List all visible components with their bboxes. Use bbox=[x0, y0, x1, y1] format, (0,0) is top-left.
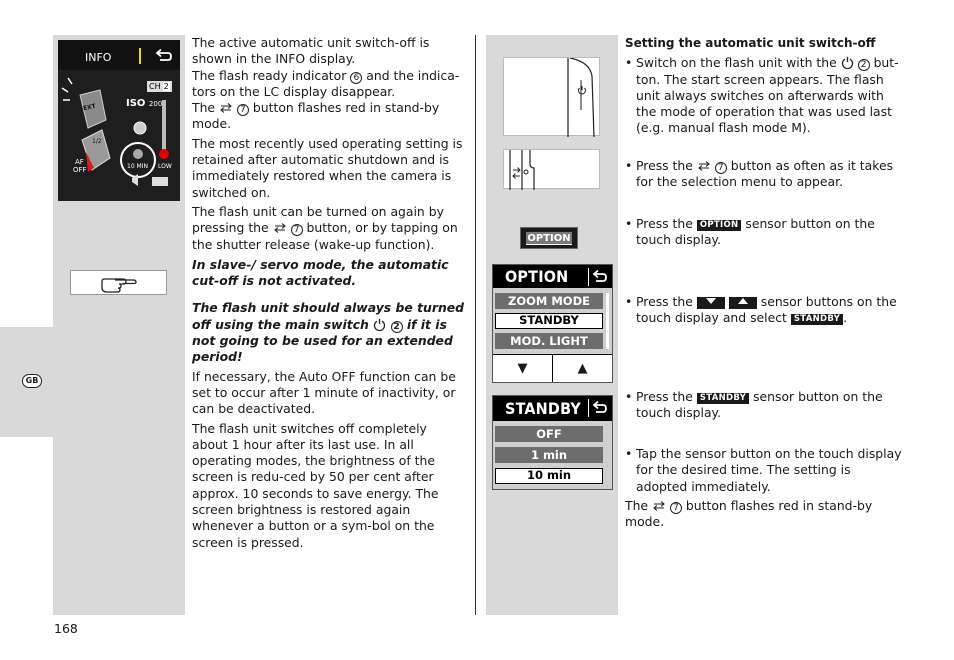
af-off-label: OFF bbox=[73, 166, 87, 174]
swap-arrows-icon bbox=[219, 103, 233, 113]
option-menu-panel bbox=[492, 264, 613, 383]
text: The bbox=[192, 100, 216, 116]
ref-number: 2 bbox=[858, 59, 870, 71]
channel-number: 2 bbox=[163, 82, 169, 91]
step-text: • Tap the sensor button on the touch display for the desired time. The setting is adopted immediately. bbox=[625, 446, 903, 495]
back-button[interactable] bbox=[588, 399, 610, 417]
step-press-mode-button bbox=[625, 158, 903, 194]
ref-number: 2 bbox=[391, 321, 403, 333]
iso-label: ISO bbox=[126, 98, 146, 109]
ext-label: EXT bbox=[82, 102, 97, 113]
language-badge: GB bbox=[22, 374, 42, 388]
pointing-hand-icon bbox=[71, 271, 168, 296]
info-screen-graphic bbox=[58, 40, 180, 201]
standby-option-off[interactable]: OFF bbox=[495, 426, 603, 442]
text: Switch on the flash unit with the bbox=[636, 55, 837, 71]
text: The flash ready indicator bbox=[192, 67, 347, 83]
down-arrow-icon: ▼ bbox=[517, 361, 528, 376]
step-text bbox=[625, 216, 903, 249]
iso-value: 200 bbox=[148, 100, 163, 108]
info-title: INFO bbox=[85, 51, 112, 64]
up-arrow-icon: ▲ bbox=[577, 361, 588, 376]
ref-number: 7 bbox=[715, 162, 727, 174]
step-tap-time bbox=[625, 446, 903, 533]
step-text bbox=[625, 389, 903, 422]
standby-menu-panel bbox=[492, 395, 613, 490]
standby-list-area bbox=[493, 421, 612, 489]
down-tag-icon bbox=[697, 297, 725, 309]
paragraph-auto-off: If necessary, the Auto OFF function can be set to occur after 1 minute of inactivity, or can be deactivated. bbox=[192, 368, 456, 417]
final-note bbox=[625, 498, 903, 531]
ref-number: 7 bbox=[670, 502, 682, 514]
back-arrow-icon bbox=[589, 399, 611, 417]
left-text-column bbox=[192, 35, 466, 554]
option-sensor-button[interactable] bbox=[520, 227, 578, 249]
text: Press the bbox=[636, 294, 693, 309]
note-slave-mode: In slave-/ servo mode, the automatic cut-off is not activated. bbox=[192, 256, 449, 289]
swap-arrows-icon bbox=[273, 223, 287, 233]
step-press-option bbox=[625, 216, 903, 252]
step-text bbox=[625, 294, 903, 327]
up-tag-icon bbox=[729, 297, 757, 309]
flash-mode-button-illustration bbox=[503, 149, 600, 189]
text: Press the bbox=[636, 216, 693, 231]
option-tag: OPTION bbox=[697, 220, 742, 231]
menu-item-mod-light[interactable]: MOD. LIGHT bbox=[495, 333, 603, 349]
option-sensor-label: OPTION bbox=[527, 233, 571, 244]
note-hand-box bbox=[70, 270, 167, 295]
paragraph-wake-up bbox=[192, 204, 466, 253]
scrollbar[interactable] bbox=[606, 293, 609, 349]
page-number: 168 bbox=[54, 621, 78, 636]
back-button[interactable] bbox=[588, 268, 610, 286]
channel-label: CH bbox=[149, 82, 161, 91]
text: . bbox=[843, 310, 848, 326]
ref-number: 7 bbox=[237, 104, 249, 116]
option-menu-title: OPTION bbox=[505, 267, 569, 286]
note-main-switch bbox=[192, 300, 466, 365]
ref-number: 7 bbox=[291, 224, 303, 236]
menu-item-standby[interactable]: STANDBY bbox=[495, 313, 603, 329]
low-label: LOW bbox=[158, 163, 172, 170]
option-menu-list-area bbox=[493, 288, 612, 354]
iso-readout bbox=[126, 98, 162, 109]
timer-label: 10 MIN bbox=[127, 163, 148, 170]
scroll-down-button[interactable] bbox=[493, 355, 552, 382]
standby-tag: STANDBY bbox=[791, 314, 843, 325]
paragraph-retained-setting: The most recently used operating setting is retained after automatic shutdown and is immediately restored when the camera is switched on. bbox=[192, 135, 463, 200]
swap-arrows-icon bbox=[697, 161, 711, 171]
flash-power-illustration bbox=[503, 57, 600, 136]
info-screen bbox=[58, 40, 180, 201]
text: Press the bbox=[636, 389, 693, 404]
menu-item-zoom-mode[interactable]: ZOOM MODE bbox=[495, 293, 603, 309]
scroll-up-button[interactable] bbox=[553, 355, 612, 382]
swap-arrows-icon bbox=[652, 501, 666, 511]
text: The flash unit should always be turned off using the main switch bbox=[192, 300, 465, 332]
step-switch-on bbox=[625, 55, 903, 136]
ref-number: 6 bbox=[350, 72, 362, 84]
text: Press the bbox=[636, 158, 693, 173]
standby-option-1-min[interactable]: 1 min bbox=[495, 447, 603, 463]
channel-indicator bbox=[147, 81, 172, 92]
paragraph-screen-brightness: The flash unit switches off completely about 1 hour after its last use. In all operating modes, the brightness of the screen is redu-ced by 50 per cent after approx. 10 seconds to save energy. The screen brightness is restored again whenever a button or a sym-bol on the screen is pressed. bbox=[192, 420, 439, 550]
text: button as often as it takes for the selection menu to appear. bbox=[636, 158, 894, 190]
step-text bbox=[625, 158, 903, 191]
text: sensor button on the touch display. bbox=[636, 389, 883, 421]
text: The flash unit can be turned on again by pressing the bbox=[192, 203, 444, 236]
text: if it is not going to be used for an extended period! bbox=[192, 316, 453, 365]
standby-menu-title: STANDBY bbox=[505, 399, 582, 418]
paragraph-flash-ready bbox=[192, 68, 466, 101]
text: and the indica-tors on the LC display disappear. bbox=[192, 67, 460, 99]
paragraph-standby-flash bbox=[192, 100, 466, 133]
text: button, or by tapping on the shutter release (wake-up function). bbox=[192, 220, 458, 252]
power-icon bbox=[841, 56, 854, 69]
right-text-column bbox=[625, 35, 903, 140]
standby-option-10-min[interactable]: 10 min bbox=[495, 468, 603, 484]
text: sensor buttons on the touch display and select bbox=[636, 294, 897, 326]
text: button flashes red in stand-by mode. bbox=[625, 497, 873, 530]
text: but-ton. The start screen appears. The flash unit always switches on afterwards with the mode of operation that was used last (e.g. manual flash mode M). bbox=[636, 55, 899, 136]
af-label: AF bbox=[75, 158, 84, 166]
section-heading: Setting the automatic unit switch-off bbox=[625, 36, 876, 50]
step-press-standby bbox=[625, 389, 903, 425]
standby-tag: STANDBY bbox=[697, 393, 749, 404]
back-icon bbox=[154, 48, 174, 64]
step-select-standby bbox=[625, 294, 903, 330]
power-icon bbox=[373, 318, 386, 331]
text: The bbox=[625, 497, 649, 513]
paragraph-info-display: The active automatic unit switch-off is shown in the INFO display. bbox=[192, 35, 430, 67]
column-divider bbox=[475, 35, 476, 615]
back-arrow-icon bbox=[589, 268, 611, 286]
text: button flashes red in stand-by mode. bbox=[192, 100, 440, 132]
fraction-label: 1/2 bbox=[92, 138, 102, 145]
text: sensor button on the touch display. bbox=[636, 216, 875, 248]
